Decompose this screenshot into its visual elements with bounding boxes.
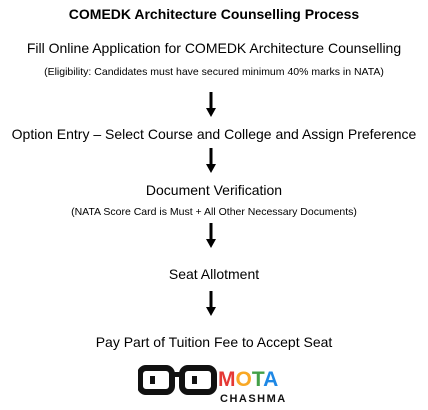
step-1-note: (Eligibility: Candidates must have secured minimum 40% marks in NATA) [44,66,384,78]
logo-letter-a: A [263,368,279,391]
glasses-icon [140,368,214,392]
logo-word-mota [218,368,278,391]
step-1-label: Fill Online Application for COMEDK Architecture Counselling [26,40,402,56]
flow-arrow-2 [205,148,217,174]
diagram-title: COMEDK Architecture Counselling Process [68,6,360,22]
step-3-note: (NATA Score Card is Must + All Other Necessary Documents) [71,206,357,218]
step-5-label: Pay Part of Tuition Fee to Accept Seat [95,334,333,350]
logo-word-chashma: CHASHMA [220,393,287,405]
step-2-label: Option Entry – Select Course and College and Assign Preference [11,126,417,142]
logo-letter-t: T [251,368,264,391]
step-3-label: Document Verification [145,182,283,198]
flow-arrow-4 [205,291,217,317]
flow-arrow-3 [205,223,217,249]
mota-chashma-logo [138,362,298,406]
logo-letter-o: O [235,368,252,391]
flow-arrow-1 [205,92,217,118]
logo-letter-m: M [218,368,236,391]
step-4-label: Seat Allotment [168,266,260,282]
